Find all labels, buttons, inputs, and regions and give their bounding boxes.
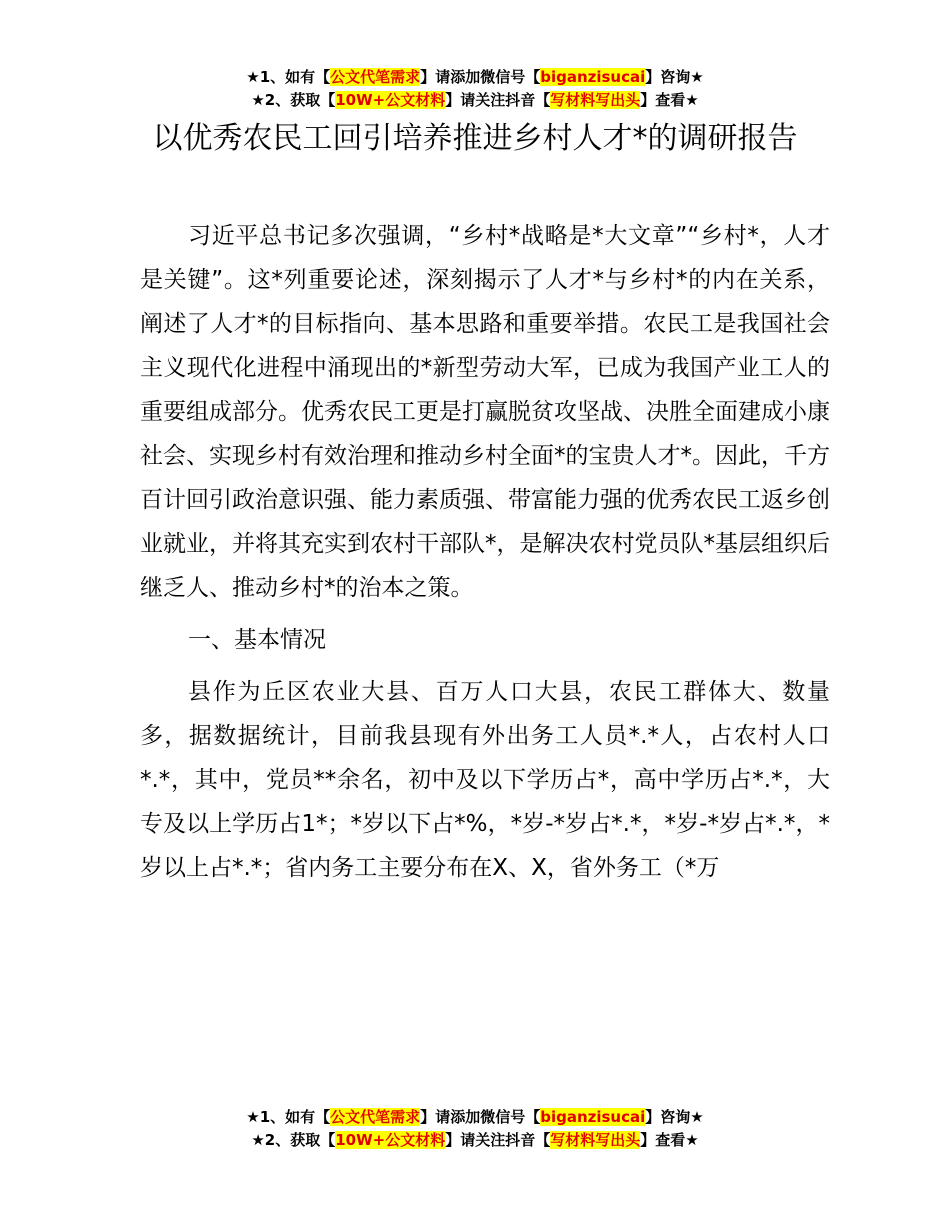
banner-line-1-highlight-service: 公文代笔需求 [330,68,421,86]
banner-line-2-highlight-materials: 10W+公文材料 [335,91,446,109]
footer-banner-line-1 [0,1106,950,1129]
section-heading-basic-situation: 一、基本情况 [188,627,326,653]
intro-paragraph: 习近平总书记多次强调，“乡村*战略是*大文章”“乡村*，人才是关键”。这*列重要论述，深刻揭示了人才*与乡村*的内在关系，阐述了人才*的目标指向、基本思路和重要举措。农民工是我国社会主义现代化进程中涌现出的*新型劳动大军，已成为我国产业工人的重要组成部分。优秀农民工更是打赢脱贫攻坚战、决胜全面建成小康社会、实现乡村有效治理和推动乡村全面*的宝贵人才*。因此，千方百计回引政治意识强、能力素质强、带富能力强的优秀农民工返乡创业就业，并将其充实到农村干部队*，是解决农村党员队*基层组织后继乏人、推动乡村*的治本之策。 [140,223,830,601]
footer-line-1-middle: 】请添加微信号【 [420,1108,541,1126]
banner-line-2-highlight-douyin: 写材料写出头 [550,91,641,109]
banner-line-1-suffix: 】咨询★ [645,68,704,86]
footer-banner-line-2 [0,1129,950,1152]
footer-line-2-suffix: 】查看★ [640,1131,699,1149]
section-paragraph: 县作为丘区农业大县、百万人口大县，农民工群体大、数量多，据数据统计，目前我县现有外出务工人员*.*人，占农村人口*.*，其中，党员**余名，初中及以下学历占*，高中学历占*.*，大专及以上学历占1*；*岁以下占*%，*岁-*岁占*.*，*岁-*岁占*.*，*岁以上占*.*；省内务工主要分布在X、X，省外务工（*万 [140,679,830,881]
banner-line-1-prefix: ★1、如有【 [246,68,331,86]
document-body [140,214,830,898]
footer-line-1-suffix: 】咨询★ [645,1108,704,1126]
footer-line-1-prefix: ★1、如有【 [246,1108,331,1126]
document-title: 以优秀农民工回引培养推进乡村人才*的调研报告 [152,121,798,156]
footer-line-2-highlight-materials: 10W+公文材料 [335,1131,446,1149]
banner-line-2-middle: 】请关注抖音【 [445,91,551,109]
footer-line-2-middle: 】请关注抖音【 [445,1131,551,1149]
footer-line-1-highlight-service: 公文代笔需求 [330,1108,421,1126]
banner-line-1-highlight-wechat-id: biganzisucai [540,68,646,86]
footer-line-2-prefix: ★2、获取【 [251,1131,336,1149]
footer-line-1-highlight-wechat-id: biganzisucai [540,1108,646,1126]
header-banner [0,66,950,112]
banner-line-2-prefix: ★2、获取【 [251,91,336,109]
banner-line-2 [0,89,950,112]
footer-line-2-highlight-douyin: 写材料写出头 [550,1131,641,1149]
footer-banner [0,1106,950,1152]
banner-line-2-suffix: 】查看★ [640,91,699,109]
banner-line-1-middle: 】请添加微信号【 [420,68,541,86]
banner-line-1 [0,66,950,89]
